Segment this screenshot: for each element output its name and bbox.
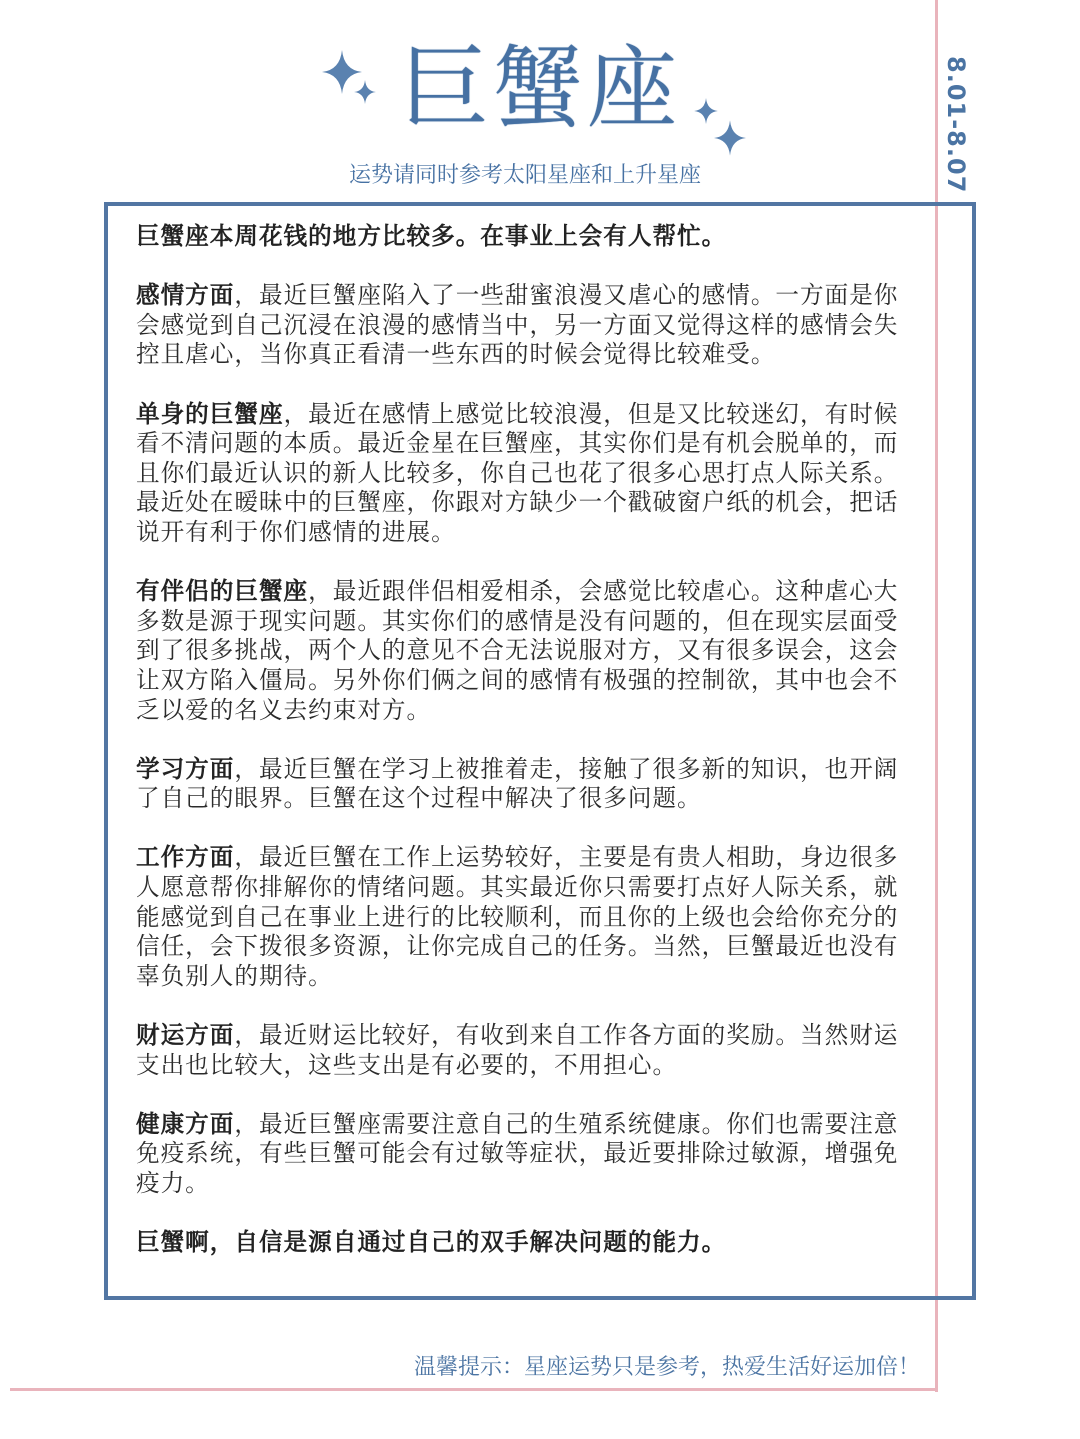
section-text: ，最近跟伴侣相爱相杀，会感觉比较虐心。这种虐心大多数是源于现实问题。其实你们的感情是没有问题的，但在现实层面受到了很多挑战，两个人的意见不合无法说服对方，又有很多误会，这会让双方陷入僵局。另外你们俩之间的感情有极强的控制欲，其中也会不乏以爱的名义去约束对方。 [136, 577, 899, 724]
section-health [136, 1110, 916, 1199]
section-text: ，最近财运比较好，有收到来自工作各方面的奖励。当然财运支出也比较大，这些支出是有必要的，不用担心。 [136, 1021, 899, 1079]
section-heading: 工作方面 [136, 843, 235, 872]
horoscope-content [136, 222, 916, 1287]
page-subtitle: 运势请同时参考太阳星座和上升星座 [348, 163, 701, 188]
section-heading: 有伴侣的巨蟹座 [136, 577, 309, 606]
section-work [136, 843, 916, 991]
section-text: ，最近巨蟹座陷入了一些甜蜜浪漫又虐心的感情。一方面是你会感觉到自己沉浸在浪漫的感情当中，另一方面又觉得这样的感情会失控且虐心，当你真正看清一些东西的时候会觉得比较难受。 [136, 281, 899, 369]
section-wealth [136, 1021, 916, 1080]
section-heading: 感情方面 [136, 281, 235, 310]
footer-tip: 温馨提示：星座运势只是参考，热爱生活好运加倍！ [413, 1355, 920, 1380]
date-range: 8.01-8.07 [942, 56, 970, 194]
lead-summary: 巨蟹座本周花钱的地方比较多。在事业上会有人帮忙。 [136, 222, 727, 250]
section-love [136, 281, 916, 370]
section-study [136, 755, 916, 814]
section-text: ，最近巨蟹在学习上被推着走，接触了很多新的知识，也开阔了自己的眼界。巨蟹在这个过程中解决了很多问题。 [136, 754, 899, 813]
section-text: ，最近在感情上感觉比较浪漫，但是又比较迷幻，有时候看不清问题的本质。最近金星在巨蟹座，其实你们是有机会脱单的，而且你们最近认识的新人比较多，你自己也花了很多心思打点人际关系。最近处在暧昧中的巨蟹座，你跟对方缺少一个戳破窗户纸的机会，把话说开有利于你们感情的进展。 [136, 399, 899, 546]
section-partnered [136, 577, 916, 725]
pink-horizontal-rule [10, 1388, 938, 1391]
section-heading: 健康方面 [136, 1109, 235, 1138]
section-single [136, 400, 916, 548]
closing-line: 巨蟹啊，自信是源自通过自己的双手解决问题的能力。 [136, 1228, 727, 1257]
section-text: ，最近巨蟹座需要注意自己的生殖系统健康。你们也需要注意免疫系统，有些巨蟹可能会有过敏等症状，最近要排除过敏源，增强免疫力。 [136, 1109, 899, 1197]
page-title: 巨蟹座 [399, 36, 681, 141]
section-heading: 单身的巨蟹座 [136, 399, 284, 428]
section-text: ，最近巨蟹在工作上运势较好，主要是有贵人相助，身边很多人愿意帮你排解你的情绪问题。其实最近你只需要打点好人际关系，就能感觉到自己在事业上进行的比较顺利，而且你的上级也会给你充分的信任，会下拨很多资源，让你完成自己的任务。当然，巨蟹最近也没有辜负别人的期待。 [136, 843, 899, 990]
section-heading: 学习方面 [136, 754, 235, 783]
section-heading: 财运方面 [136, 1021, 235, 1050]
